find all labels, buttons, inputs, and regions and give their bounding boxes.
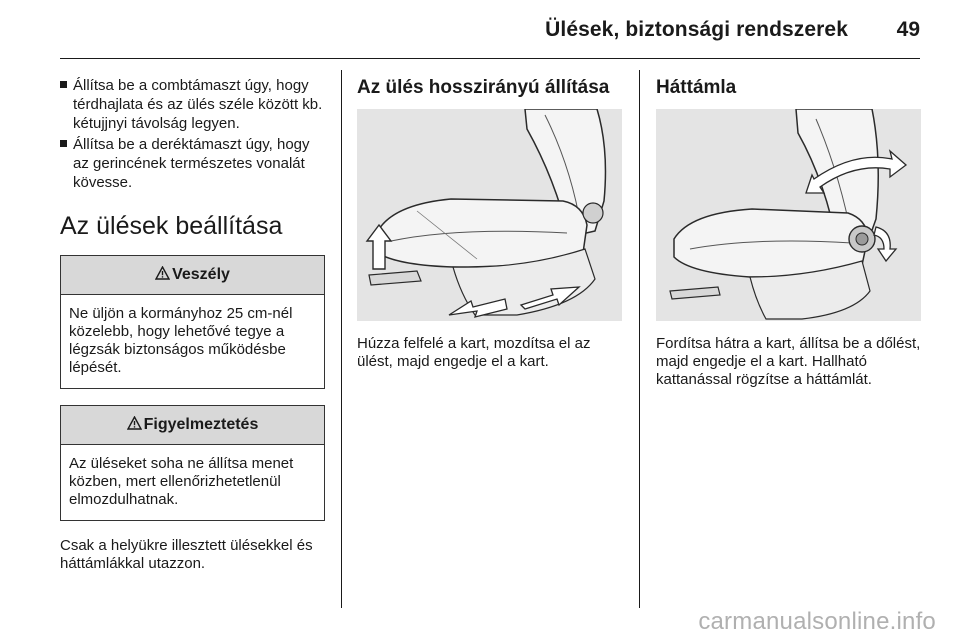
closing-paragraph: Csak a helyükre illesztett ülésekkel és háttámlákkal utazzon. [60, 537, 313, 572]
column-left [60, 76, 325, 573]
warning-triangle-icon [155, 266, 170, 285]
danger-box [60, 255, 325, 389]
column-right [656, 76, 921, 389]
warning-text: Az üléseket soha ne állítsa menet közben, mert ellenőrizhetetlenül elmozdulhatnak. [69, 455, 294, 508]
instruction-text: Húzza felfelé a kart, mozdítsa el az ülést, majd engedje el a kart. [357, 335, 591, 370]
danger-box-header [61, 256, 324, 295]
column-divider [639, 70, 640, 608]
warning-box [60, 405, 325, 521]
bullet-text: Állítsa be a combtámaszt úgy, hogy térdhajlata és az ülés széle között kb. kétujjnyi távolság legyen. [73, 77, 323, 132]
watermark: carmanualsonline.info [698, 608, 936, 635]
seat-longitudinal-adjustment-illustration [357, 109, 622, 321]
seat-backrest-adjustment-illustration [656, 109, 921, 321]
warning-title: Figyelmeztetés [143, 416, 259, 433]
danger-text: Ne üljön a kormányhoz 25 cm-nél közelebb, hogy lehetővé tegye a légzsák biztonságos működésbe lépését. [69, 305, 293, 376]
page-header-title: Ülések, biztonsági rendszerek [545, 18, 848, 41]
list-item [60, 135, 325, 192]
danger-title: Veszély [172, 266, 230, 283]
instruction-text: Fordítsa hátra a kart, állítsa be a dőlést, majd engedje el a kart. Hallható kattanással rögzítse a háttámlát. [656, 335, 921, 388]
header-rule [60, 58, 920, 59]
column-middle [357, 76, 622, 371]
bullet-square-icon [60, 81, 67, 88]
section-heading: Az ülés hosszirányú állítása [357, 77, 610, 98]
warning-triangle-icon [127, 416, 142, 435]
section-heading: Az ülések beállítása [60, 212, 283, 240]
bullet-text: Állítsa be a deréktámaszt úgy, hogy az gerincének természetes vonalát kövesse. [73, 136, 310, 191]
page-number: 49 [896, 18, 920, 41]
warning-box-header [61, 406, 324, 445]
column-divider [341, 70, 342, 608]
bullet-square-icon [60, 140, 67, 147]
section-heading: Háttámla [656, 77, 737, 98]
list-item [60, 76, 325, 133]
